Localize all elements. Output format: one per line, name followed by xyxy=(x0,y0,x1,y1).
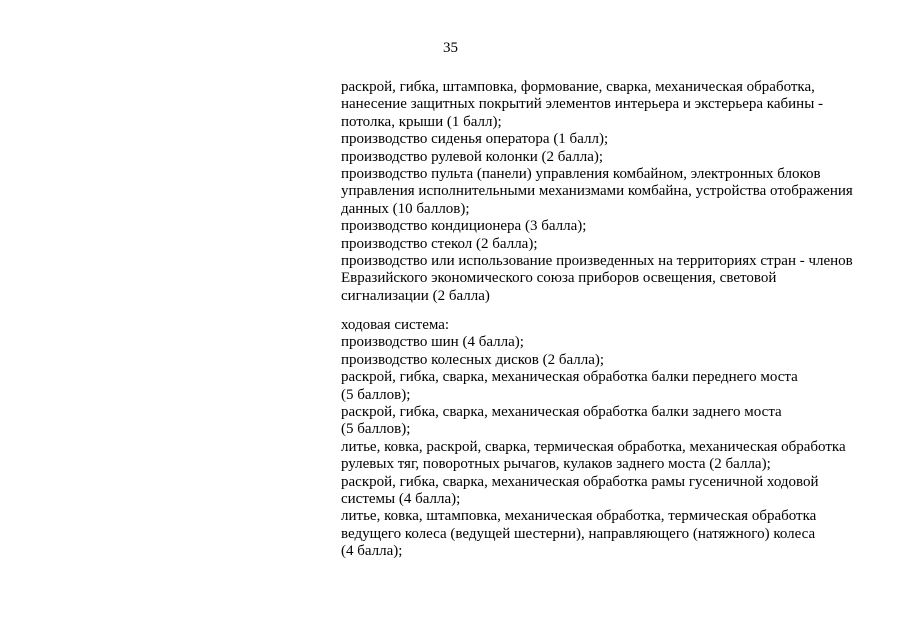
text-line: рулевых тяг, поворотных рычагов, кулаков заднего моста (2 балла); xyxy=(341,456,771,473)
text-line: производство сиденья оператора (1 балл); xyxy=(341,131,609,148)
page-number: 35 xyxy=(443,40,458,56)
text-line: потолка, крыши (1 балл); xyxy=(341,113,502,130)
text-line: (5 баллов); xyxy=(341,386,411,403)
text-line: раскрой, гибка, сварка, механическая обработка балки переднего моста xyxy=(341,369,798,386)
text-line: литье, ковка, штамповка, механическая обработка, термическая обработка xyxy=(341,508,817,525)
text-line: управления исполнительными механизмами комбайна, устройства отображения xyxy=(341,183,853,200)
text-line: производство стекол (2 балла); xyxy=(341,235,538,252)
text-block-cab-components xyxy=(341,79,881,305)
text-line: производство пульта (панели) управления комбайном, электронных блоков xyxy=(341,166,821,183)
text-line: Евразийского экономического союза приборов освещения, световой xyxy=(341,270,777,287)
section-heading: ходовая система: xyxy=(341,317,450,333)
text-line: раскрой, гибка, сварка, механическая обработка рамы гусеничной ходовой xyxy=(341,473,819,490)
text-line: сигнализации (2 балла) xyxy=(341,287,490,304)
text-line: раскрой, гибка, штамповка, формование, сварка, механическая обработка, xyxy=(341,79,815,95)
text-block-chassis-system xyxy=(341,317,881,561)
text-line: производство кондиционера (3 балла); xyxy=(341,218,587,235)
text-line: раскрой, гибка, сварка, механическая обработка балки заднего моста xyxy=(341,404,782,421)
text-line: литье, ковка, раскрой, сварка, термическая обработка, механическая обработка xyxy=(341,438,846,455)
text-line: нанесение защитных покрытий элементов интерьера и экстерьера кабины - xyxy=(341,96,824,113)
text-line: производство или использование произведенных на территориях стран - членов xyxy=(341,253,853,270)
text-line: производство рулевой колонки (2 балла); xyxy=(341,148,604,165)
text-line: системы (4 балла); xyxy=(341,491,461,508)
text-line: данных (10 баллов); xyxy=(341,200,470,217)
text-line: производство шин (4 балла); xyxy=(341,334,524,351)
text-line: ведущего колеса (ведущей шестерни), направляющего (натяжного) колеса xyxy=(341,525,816,542)
text-line: (5 баллов); xyxy=(341,421,411,438)
text-line: (4 балла); xyxy=(341,543,403,560)
text-line: производство колесных дисков (2 балла); xyxy=(341,351,605,368)
